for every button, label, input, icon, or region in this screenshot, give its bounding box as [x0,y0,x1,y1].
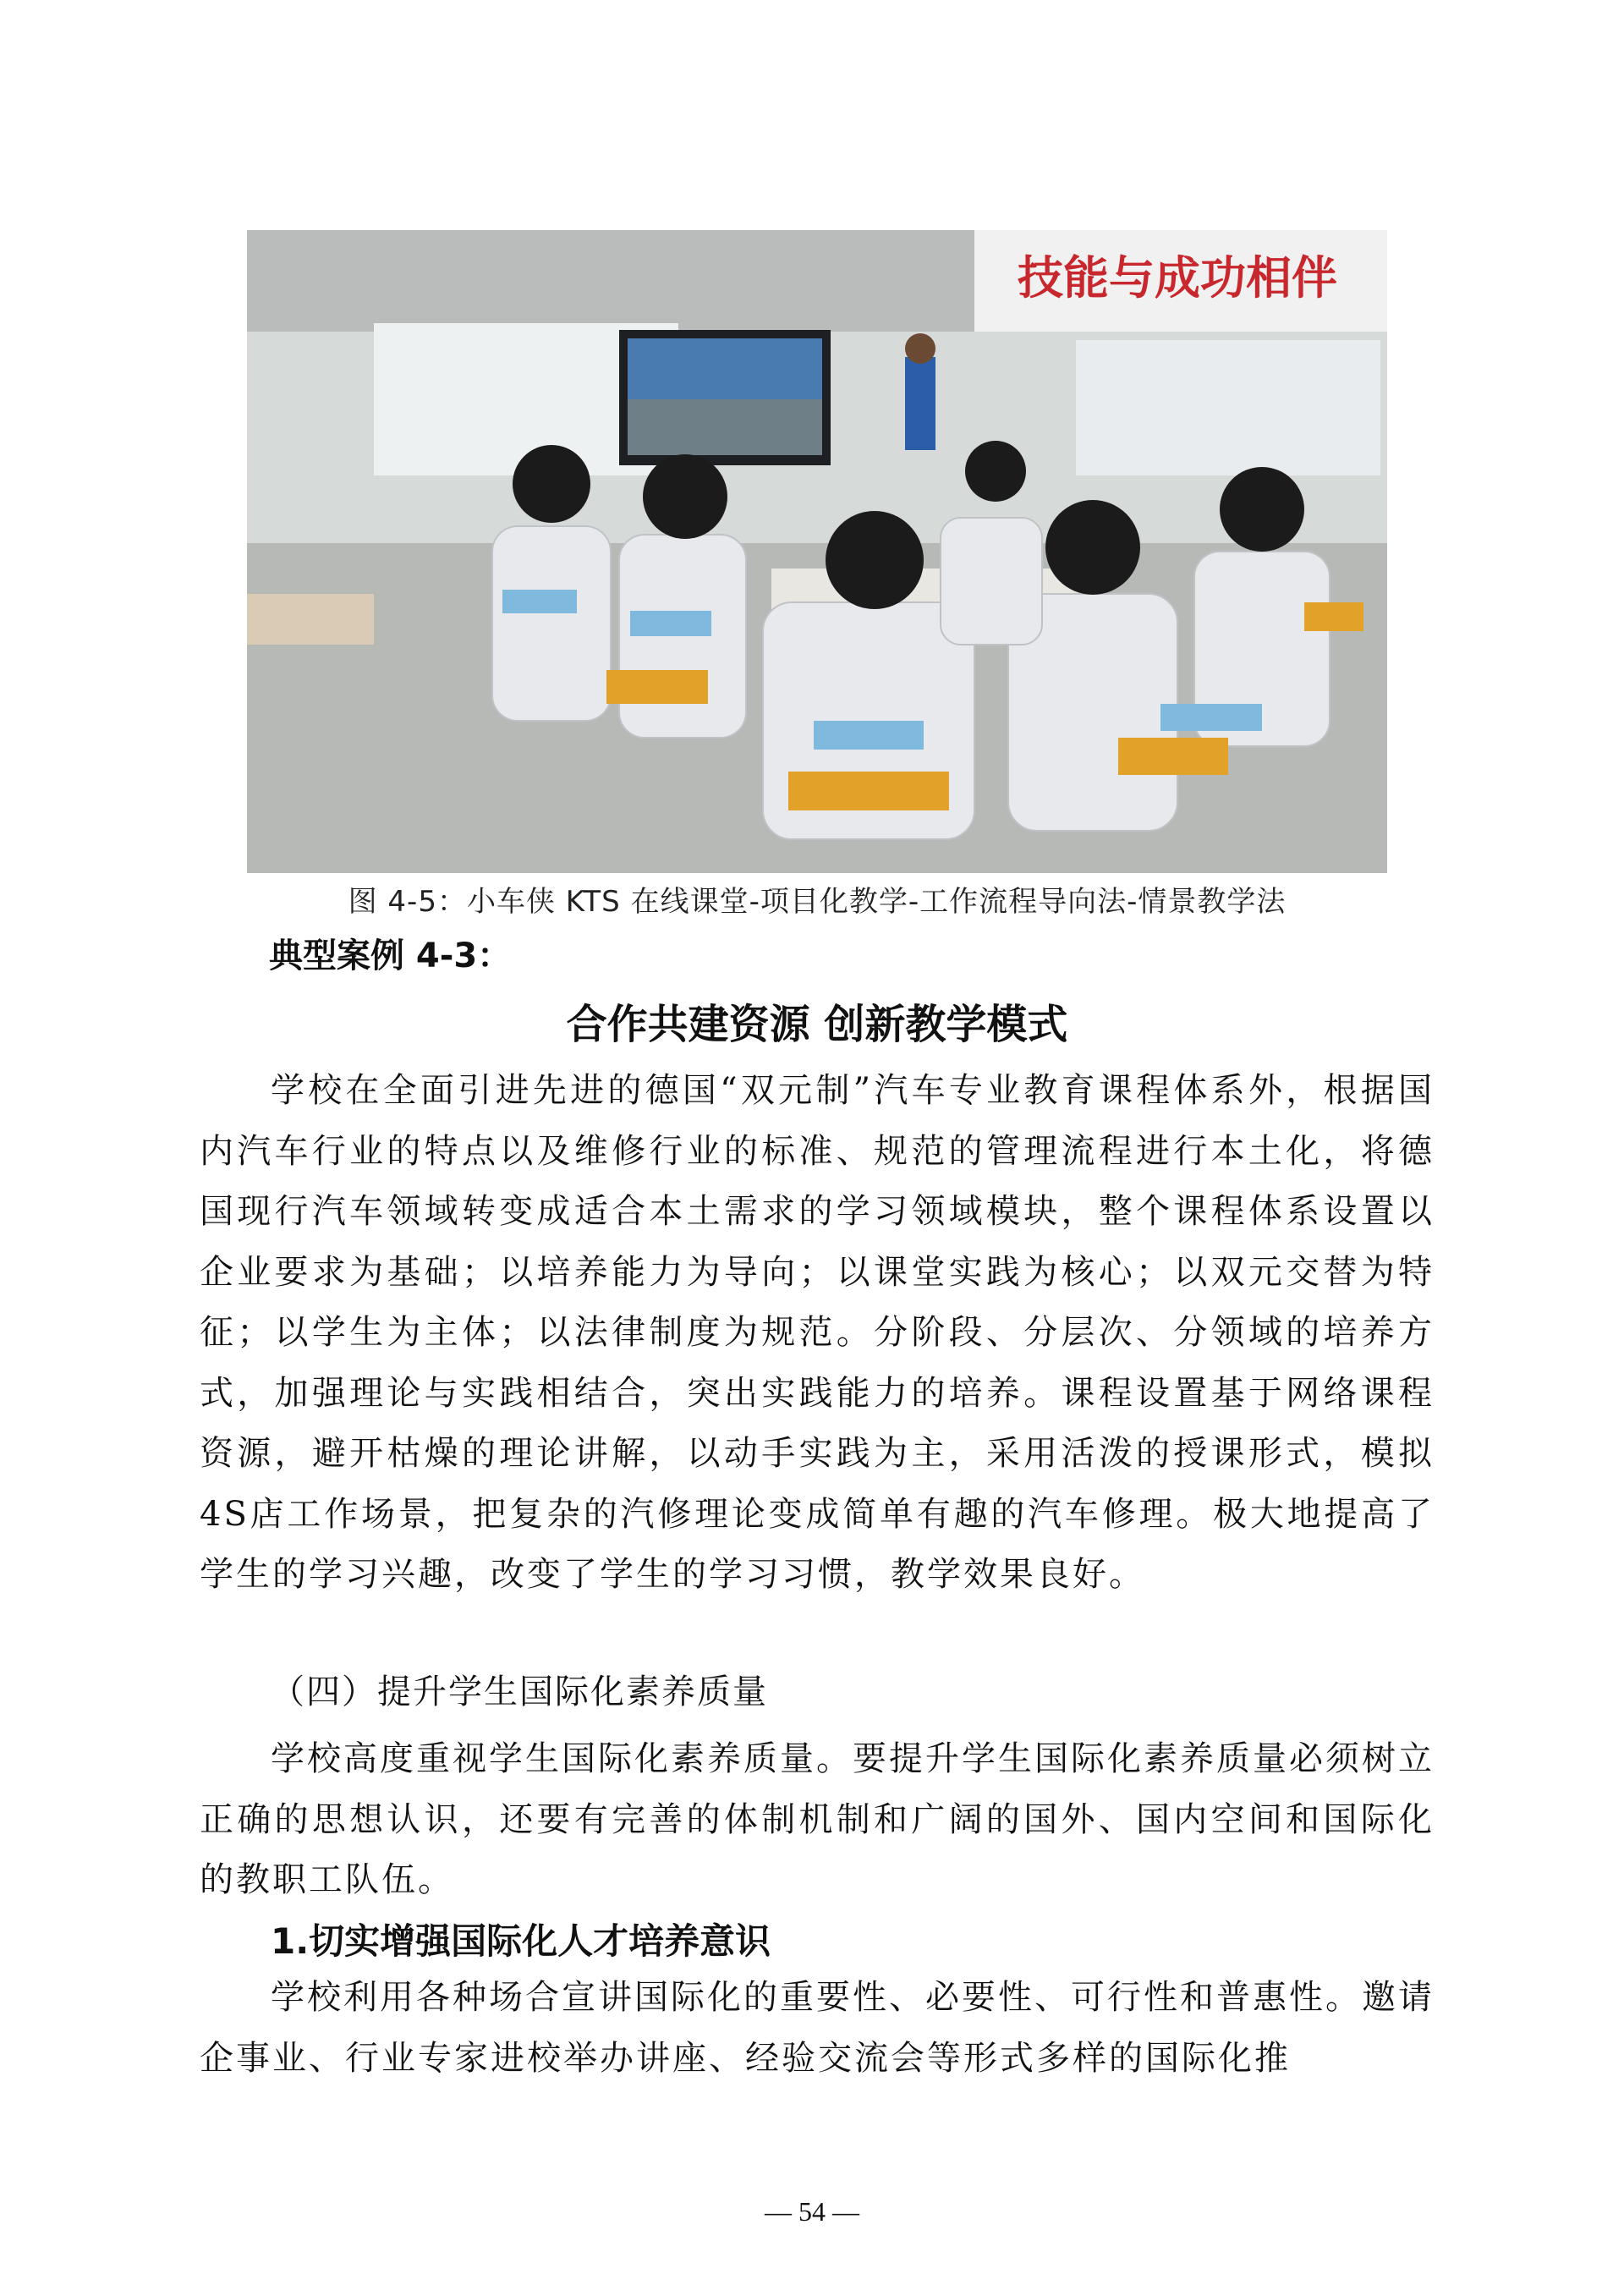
paragraph-1: 学校在全面引进先进的德国“双元制”汽车专业教育课程体系外，根据国内汽车行业的特点以及维修行业的标准、规范的管理流程进行本土化，将德国现行汽车领域转变成适合本土需求的学习领域模块，整个课程体系设置以企业要求为基础；以培养能力为导向；以课堂实践为核心；以双元交替为特征；以学生为主体；以法律制度为规范。分阶段、分层次、分领域的培养方式，加强理论与实践相结合，突出实践能力的培养。课程设置基于网络课程资源，避开枯燥的理论讲解，以动手实践为主，采用活泼的授课形式，模拟4S店工作场景，把复杂的汽修理论变成简单有趣的汽车修理。极大地提高了学生的学习兴趣，改变了学生的学习习惯，教学效果良好。 [200,1071,1435,1594]
classroom-photo [247,230,1387,873]
classroom-photo-icon [247,230,1387,873]
case-label: 典型案例 4-3： [269,937,512,975]
figure-caption: 图 4-5：小车侠 KTS 在线课堂-项目化教学-工作流程导向法-情景教学法 [348,885,1287,919]
case-title: 合作共建资源 创新教学模式 [566,1001,1068,1048]
subheading: 1.切实增强国际化人才培养意识 [271,1920,771,1962]
paragraph-2: 学校高度重视学生国际化素养质量。要提升学生国际化素养质量必须树立正确的思想认识，还要有完善的体制机制和广阔的国外、国内空间和国际化的教职工队伍。 [200,1739,1435,1899]
banner-text: 技能与成功相伴 [1018,251,1337,305]
section-heading: （四）提升学生国际化素养质量 [271,1673,768,1711]
paragraph-3: 学校利用各种场合宣讲国际化的重要性、必要性、可行性和普惠性。邀请企事业、行业专家进校举办讲座、经验交流会等形式多样的国际化推 [200,1978,1435,2078]
page-number: — 54 — [765,2196,859,2227]
